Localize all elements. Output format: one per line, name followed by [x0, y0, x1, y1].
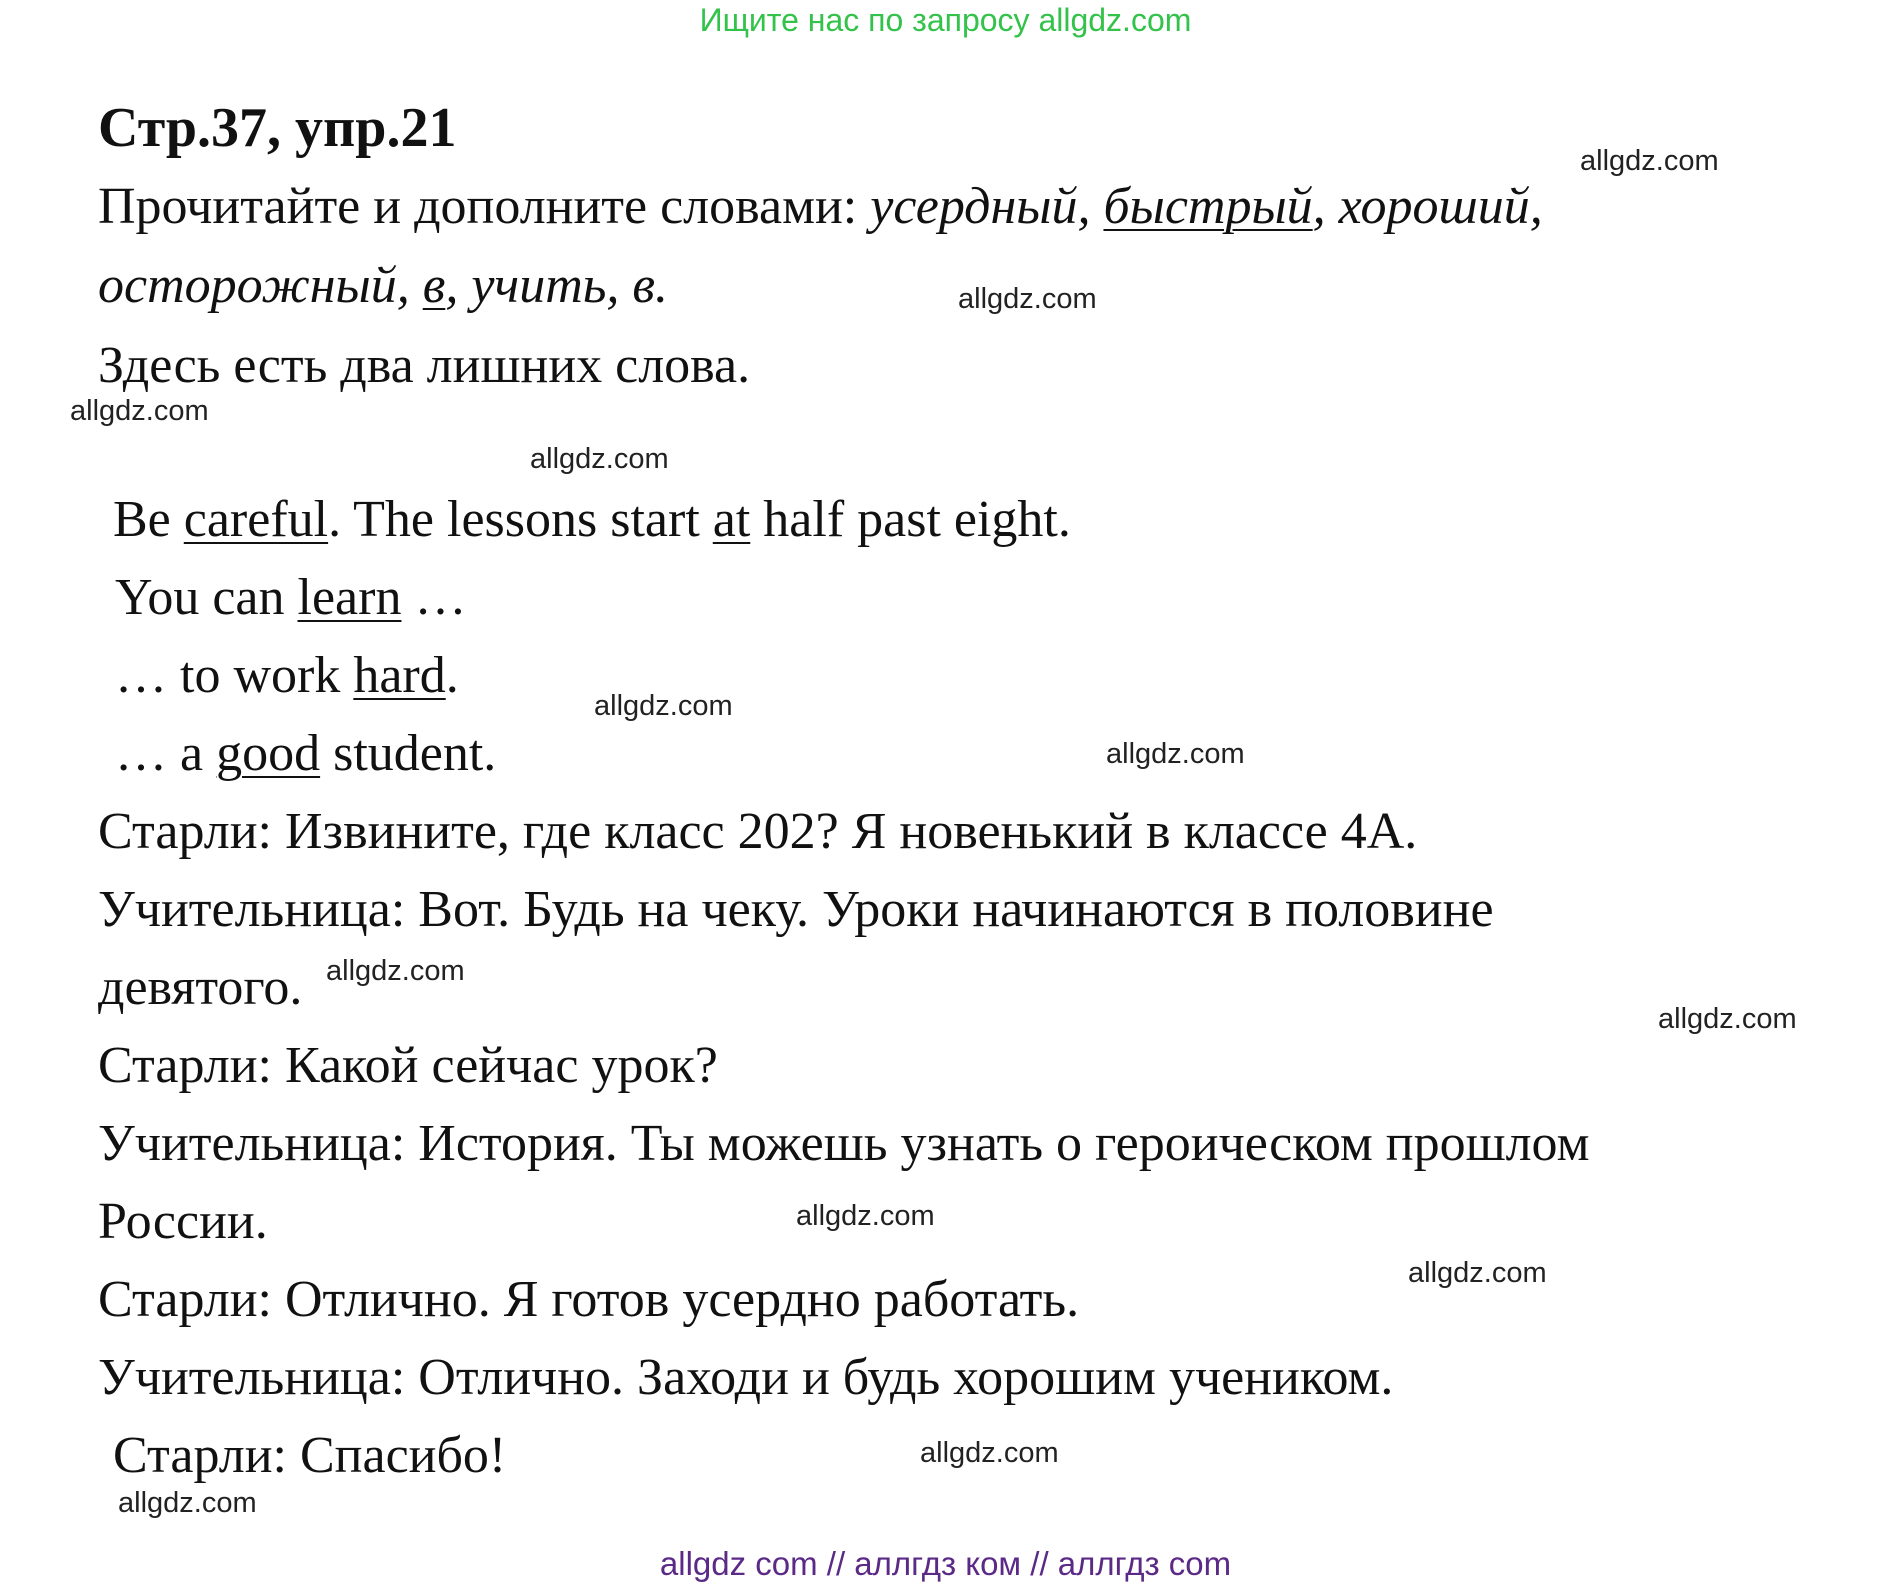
- separator: ,: [396, 257, 423, 314]
- text: … to work: [115, 647, 354, 704]
- english-line-4: [115, 724, 496, 784]
- watermark: allgdz.com: [958, 283, 1097, 315]
- note-line: Здесь есть два лишних слова.: [98, 337, 751, 394]
- text: half past eight.: [750, 491, 1071, 548]
- translation-line-8: Учительница: Отлично. Заходи и будь хорошим учеником.: [98, 1349, 1394, 1406]
- word-in-1: в: [422, 257, 446, 314]
- text: .: [445, 647, 459, 704]
- watermark: allgdz.com: [1580, 145, 1719, 177]
- word-careful: осторожный: [98, 257, 397, 314]
- word-fast: быстрый: [1103, 178, 1313, 235]
- watermark: allgdz.com: [920, 1437, 1059, 1469]
- english-line-1: [113, 490, 1071, 550]
- watermark: allgdz.com: [796, 1200, 935, 1232]
- answer-hard: hard: [353, 647, 446, 704]
- watermark: allgdz.com: [70, 395, 209, 427]
- text: . The lessons start: [328, 491, 713, 548]
- translation-line-2: Учительница: Вот. Будь на чеку. Уроки начинаются в половине: [98, 881, 1494, 938]
- text: … a: [115, 725, 217, 782]
- separator: ,: [1312, 178, 1339, 235]
- instruction-end: .: [655, 257, 668, 314]
- watermark: allgdz.com: [530, 443, 669, 475]
- word-in-2: в: [632, 257, 655, 314]
- separator: ,: [606, 257, 633, 314]
- word-learn: учить: [471, 257, 607, 314]
- separator: ,: [1077, 178, 1104, 235]
- translation-line-1: Старли: Извините, где класс 202? Я новенький в классе 4А.: [98, 803, 1418, 860]
- text: …: [401, 569, 467, 626]
- english-line-3: [115, 646, 459, 706]
- instruction-lead: Прочитайте и дополните словами:: [98, 178, 871, 235]
- translation-line-6: России.: [98, 1193, 268, 1250]
- translation-line-4: Старли: Какой сейчас урок?: [98, 1037, 718, 1094]
- answer-good: good: [216, 725, 321, 782]
- footer: allgdz com // аллгдз ком // аллгдз com: [659, 1545, 1232, 1582]
- translation-line-5: Учительница: История. Ты можешь узнать о героическом прошлом: [98, 1115, 1590, 1172]
- separator: ,: [445, 257, 472, 314]
- separator: ,: [1529, 178, 1543, 235]
- text: You can: [115, 569, 298, 626]
- watermark: allgdz.com: [594, 690, 733, 722]
- answer-careful: careful: [183, 491, 329, 548]
- watermark: allgdz.com: [118, 1487, 257, 1519]
- english-line-2: [115, 568, 466, 628]
- instruction-line-1: [98, 177, 1543, 237]
- word-good: хороший: [1338, 178, 1530, 235]
- top-banner: Ищите нас по запросу allgdz.com: [699, 2, 1192, 38]
- watermark: allgdz.com: [1658, 1003, 1797, 1035]
- watermark: allgdz.com: [1106, 738, 1245, 770]
- page-title: Стр.37, упр.21: [98, 97, 457, 159]
- word-diligent: усердный: [870, 178, 1078, 235]
- text: Be: [113, 491, 184, 548]
- watermark: allgdz.com: [1408, 1257, 1547, 1289]
- instruction-line-2: [98, 256, 668, 316]
- translation-line-3: девятого.: [98, 959, 303, 1016]
- watermark: allgdz.com: [326, 955, 465, 987]
- text: student.: [320, 725, 497, 782]
- translation-line-9: Старли: Спасибо!: [113, 1427, 507, 1484]
- translation-line-7: Старли: Отлично. Я готов усердно работать.: [98, 1271, 1080, 1328]
- answer-at: at: [712, 491, 751, 548]
- answer-learn: learn: [297, 569, 402, 626]
